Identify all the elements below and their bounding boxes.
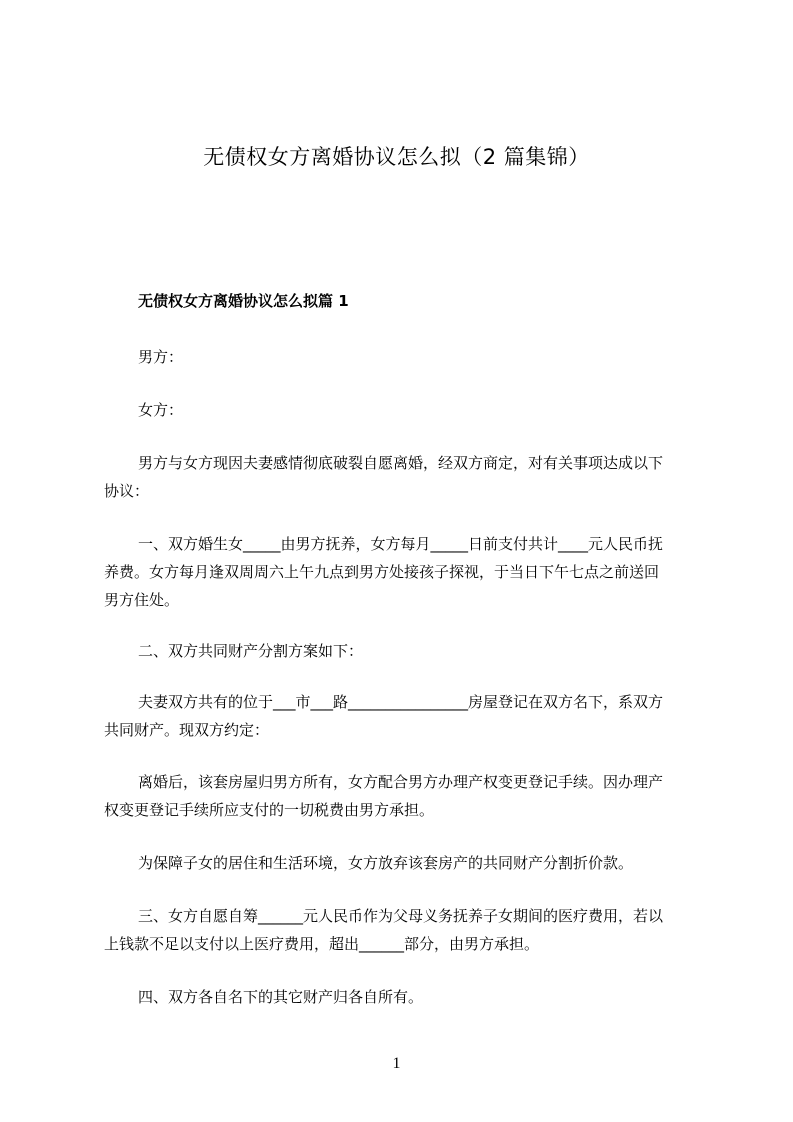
paragraph-line: 离婚后，该套房屋归男方所有，女方配合男方办理产权变更登记手续。因办理产 [138,773,664,791]
paragraph-line: 权变更登记手续所应支付的一切税费由男方承担。 [104,801,435,819]
document-title: 无债权女方离婚协议怎么拟（2 篇集锦） [203,145,590,169]
paragraph-line: 养费。女方每月逢双周周六上午九点到男方处接孩子探视，于当日下午七点之前送回 [104,563,660,581]
paragraph-line: 一、双方婚生女_____由男方抚养，女方每月_____日前支付共计____元人民币抚 [138,535,664,553]
paragraph-after-divorce [104,768,704,824]
page-number: 1 [392,1055,401,1072]
paragraph-wife [104,396,704,424]
paragraph-line: 上钱款不足以支付以上医疗费用，超出______部分，由男方承担。 [104,935,540,953]
paragraph-clause-2 [104,637,704,665]
section-heading: 无债权女方离婚协议怎么拟篇 1 [138,292,349,310]
paragraph-clause-4 [104,983,704,1011]
paragraph-line: 协议： [104,482,150,500]
paragraph-line: 共同财产。现双方约定： [104,721,270,739]
paragraph-clause-1 [104,530,704,614]
paragraph-children-housing [104,849,704,877]
paragraph-line: 夫妻双方共有的位于___市___路________________房屋登记在双方名下，系双方 [138,693,664,711]
paragraph-clause-3 [104,902,704,958]
paragraph-intro [104,449,704,505]
paragraph-line: 男方住处。 [104,591,180,609]
paragraph-property [104,688,704,744]
paragraph-line: 四、双方各自名下的其它财产归各自所有。 [138,988,424,1006]
paragraph-line: 男方： [138,348,184,366]
paragraph-line: 男方与女方现因夫妻感情彻底破裂自愿离婚，经双方商定，对有关事项达成以下 [138,454,664,472]
paragraph-line: 二、双方共同财产分割方案如下： [138,642,364,660]
paragraph-line: 女方： [138,401,184,419]
paragraph-line: 三、女方自愿自筹______元人民币作为父母义务抚养子女期间的医疗费用，若以 [138,907,664,925]
paragraph-husband [104,343,704,371]
paragraph-line: 为保障子女的居住和生活环境，女方放弃该套房产的共同财产分割折价款。 [138,854,634,872]
